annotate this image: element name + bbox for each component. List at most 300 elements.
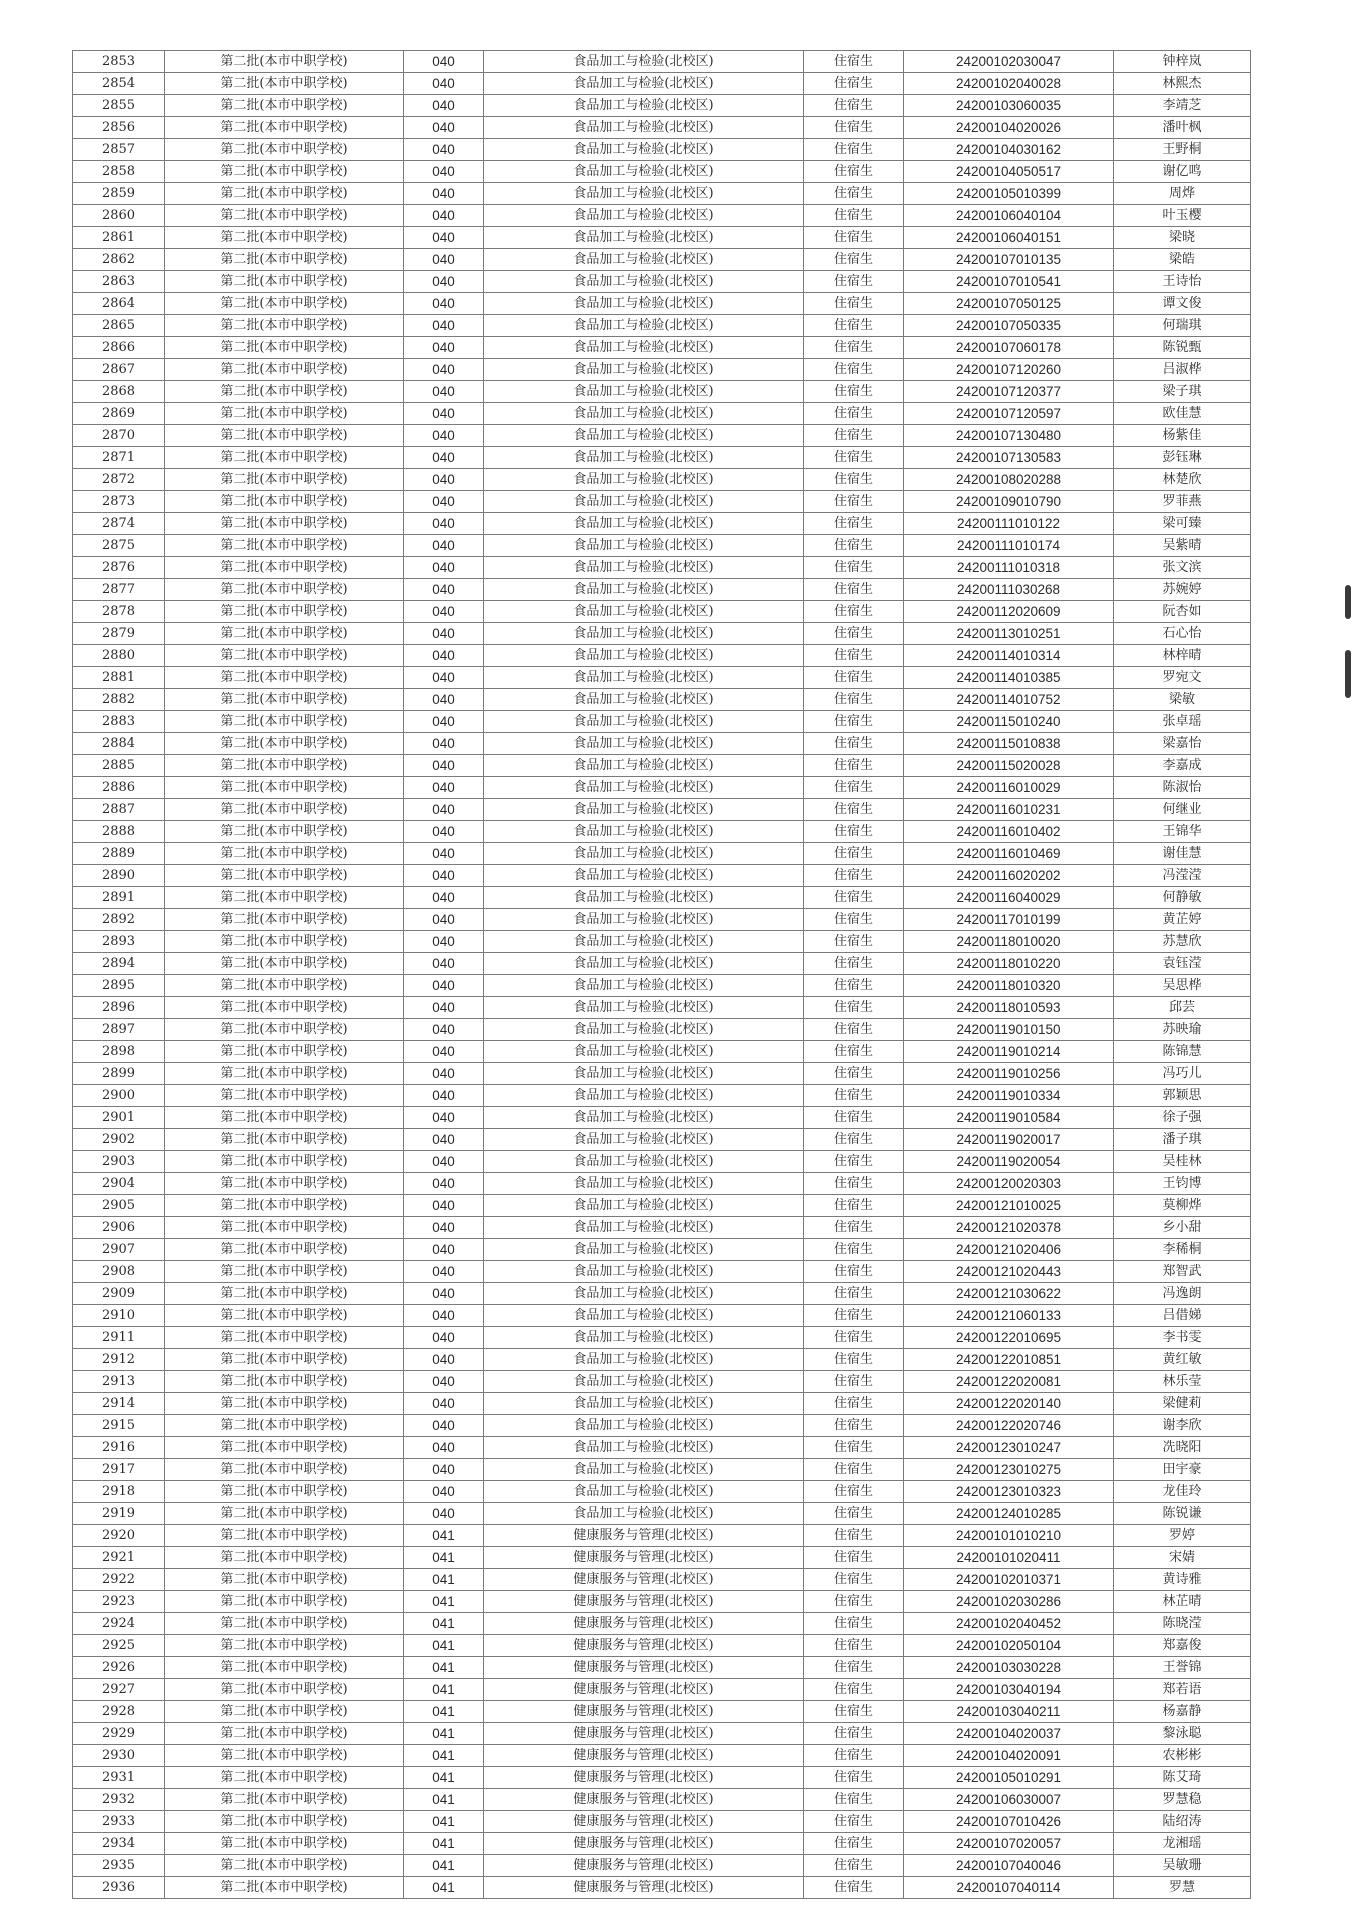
- row-major-name: 食品加工与检验(北校区): [484, 1217, 804, 1239]
- row-category: 住宿生: [804, 183, 904, 205]
- row-major-name: 食品加工与检验(北校区): [484, 315, 804, 337]
- table-row: [73, 205, 1251, 227]
- row-candidate-id: 24200107010135: [904, 249, 1114, 271]
- row-candidate-id: 24200107130480: [904, 425, 1114, 447]
- row-major-name: 食品加工与检验(北校区): [484, 1503, 804, 1525]
- row-major-name: 健康服务与管理(北校区): [484, 1591, 804, 1613]
- row-candidate-id: 24200107040114: [904, 1877, 1114, 1899]
- row-seq: 2855: [73, 95, 165, 117]
- row-batch: 第二批(本市中职学校): [165, 689, 404, 711]
- row-category: 住宿生: [804, 1591, 904, 1613]
- row-category: 住宿生: [804, 73, 904, 95]
- row-student-name: 潘子琪: [1114, 1129, 1251, 1151]
- row-major-name: 食品加工与检验(北校区): [484, 645, 804, 667]
- table-row: [73, 51, 1251, 73]
- row-major-name: 食品加工与检验(北校区): [484, 777, 804, 799]
- table-row: [73, 1723, 1251, 1745]
- row-candidate-id: 24200114010314: [904, 645, 1114, 667]
- row-seq: 2871: [73, 447, 165, 469]
- row-major-code: 040: [404, 139, 484, 161]
- row-category: 住宿生: [804, 1481, 904, 1503]
- row-candidate-id: 24200107010426: [904, 1811, 1114, 1833]
- row-candidate-id: 24200103040194: [904, 1679, 1114, 1701]
- table-row: [73, 315, 1251, 337]
- row-seq: 2872: [73, 469, 165, 491]
- row-seq: 2923: [73, 1591, 165, 1613]
- row-student-name: 潘叶枫: [1114, 117, 1251, 139]
- row-candidate-id: 24200103030228: [904, 1657, 1114, 1679]
- row-major-name: 食品加工与检验(北校区): [484, 557, 804, 579]
- row-batch: 第二批(本市中职学校): [165, 1723, 404, 1745]
- row-candidate-id: 24200122020081: [904, 1371, 1114, 1393]
- table-row: [73, 887, 1251, 909]
- row-candidate-id: 24200102040028: [904, 73, 1114, 95]
- row-student-name: 邱芸: [1114, 997, 1251, 1019]
- row-major-name: 食品加工与检验(北校区): [484, 1305, 804, 1327]
- row-major-name: 健康服务与管理(北校区): [484, 1767, 804, 1789]
- row-major-code: 040: [404, 447, 484, 469]
- row-major-name: 食品加工与检验(北校区): [484, 1151, 804, 1173]
- row-major-code: 040: [404, 953, 484, 975]
- row-candidate-id: 24200101010210: [904, 1525, 1114, 1547]
- table-row: [73, 161, 1251, 183]
- row-seq: 2877: [73, 579, 165, 601]
- row-batch: 第二批(本市中职学校): [165, 315, 404, 337]
- row-candidate-id: 24200112020609: [904, 601, 1114, 623]
- row-category: 住宿生: [804, 1613, 904, 1635]
- row-batch: 第二批(本市中职学校): [165, 975, 404, 997]
- row-major-code: 041: [404, 1635, 484, 1657]
- row-batch: 第二批(本市中职学校): [165, 755, 404, 777]
- row-major-code: 040: [404, 1349, 484, 1371]
- row-candidate-id: 24200102050104: [904, 1635, 1114, 1657]
- row-major-code: 040: [404, 1415, 484, 1437]
- row-student-name: 叶玉樱: [1114, 205, 1251, 227]
- row-major-name: 食品加工与检验(北校区): [484, 689, 804, 711]
- admission-table: [72, 50, 1251, 1899]
- table-row: [73, 1635, 1251, 1657]
- row-candidate-id: 24200116010029: [904, 777, 1114, 799]
- row-major-code: 040: [404, 1481, 484, 1503]
- row-category: 住宿生: [804, 1723, 904, 1745]
- table-row: [73, 139, 1251, 161]
- row-major-code: 041: [404, 1767, 484, 1789]
- row-batch: 第二批(本市中职学校): [165, 953, 404, 975]
- row-major-code: 040: [404, 975, 484, 997]
- row-category: 住宿生: [804, 425, 904, 447]
- row-candidate-id: 24200107020057: [904, 1833, 1114, 1855]
- row-category: 住宿生: [804, 667, 904, 689]
- table-row: [73, 249, 1251, 271]
- row-seq: 2911: [73, 1327, 165, 1349]
- row-batch: 第二批(本市中职学校): [165, 579, 404, 601]
- row-candidate-id: 24200113010251: [904, 623, 1114, 645]
- table-row: [73, 1613, 1251, 1635]
- row-seq: 2874: [73, 513, 165, 535]
- row-major-name: 食品加工与检验(北校区): [484, 997, 804, 1019]
- row-major-code: 040: [404, 755, 484, 777]
- table-row: [73, 1283, 1251, 1305]
- row-category: 住宿生: [804, 205, 904, 227]
- row-candidate-id: 24200107050125: [904, 293, 1114, 315]
- row-major-code: 040: [404, 359, 484, 381]
- row-batch: 第二批(本市中职学校): [165, 1525, 404, 1547]
- row-seq: 2899: [73, 1063, 165, 1085]
- row-major-name: 食品加工与检验(北校区): [484, 755, 804, 777]
- row-candidate-id: 24200107130583: [904, 447, 1114, 469]
- row-major-code: 041: [404, 1569, 484, 1591]
- row-student-name: 梁可臻: [1114, 513, 1251, 535]
- table-row: [73, 403, 1251, 425]
- row-candidate-id: 24200107120597: [904, 403, 1114, 425]
- row-student-name: 郭颖思: [1114, 1085, 1251, 1107]
- row-major-code: 041: [404, 1525, 484, 1547]
- row-candidate-id: 24200122010851: [904, 1349, 1114, 1371]
- row-major-name: 食品加工与检验(北校区): [484, 623, 804, 645]
- row-candidate-id: 24200121010025: [904, 1195, 1114, 1217]
- row-major-name: 食品加工与检验(北校区): [484, 51, 804, 73]
- row-category: 住宿生: [804, 755, 904, 777]
- row-batch: 第二批(本市中职学校): [165, 1569, 404, 1591]
- row-batch: 第二批(本市中职学校): [165, 1019, 404, 1041]
- row-candidate-id: 24200104020037: [904, 1723, 1114, 1745]
- row-major-name: 食品加工与检验(北校区): [484, 931, 804, 953]
- row-batch: 第二批(本市中职学校): [165, 557, 404, 579]
- row-major-code: 040: [404, 1107, 484, 1129]
- table-row: [73, 1591, 1251, 1613]
- row-major-code: 040: [404, 513, 484, 535]
- row-student-name: 谢亿鸣: [1114, 161, 1251, 183]
- row-major-code: 040: [404, 183, 484, 205]
- row-student-name: 李书雯: [1114, 1327, 1251, 1349]
- table-row: [73, 1811, 1251, 1833]
- row-major-code: 041: [404, 1613, 484, 1635]
- row-major-name: 食品加工与检验(北校区): [484, 579, 804, 601]
- row-seq: 2929: [73, 1723, 165, 1745]
- table-row: [73, 997, 1251, 1019]
- row-candidate-id: 24200119010256: [904, 1063, 1114, 1085]
- row-major-name: 食品加工与检验(北校区): [484, 601, 804, 623]
- row-seq: 2913: [73, 1371, 165, 1393]
- row-seq: 2926: [73, 1657, 165, 1679]
- row-category: 住宿生: [804, 1107, 904, 1129]
- row-category: 住宿生: [804, 1811, 904, 1833]
- table-row: [73, 1371, 1251, 1393]
- row-student-name: 冯逸朗: [1114, 1283, 1251, 1305]
- table-row: [73, 1195, 1251, 1217]
- row-major-name: 健康服务与管理(北校区): [484, 1547, 804, 1569]
- row-major-name: 食品加工与检验(北校区): [484, 1349, 804, 1371]
- table-row: [73, 975, 1251, 997]
- row-student-name: 林楚欣: [1114, 469, 1251, 491]
- row-student-name: 郑若语: [1114, 1679, 1251, 1701]
- table-row: [73, 1525, 1251, 1547]
- row-category: 住宿生: [804, 95, 904, 117]
- row-seq: 2885: [73, 755, 165, 777]
- row-student-name: 苏慧欣: [1114, 931, 1251, 953]
- row-candidate-id: 24200123010247: [904, 1437, 1114, 1459]
- row-seq: 2862: [73, 249, 165, 271]
- row-major-name: 食品加工与检验(北校区): [484, 249, 804, 271]
- row-major-name: 食品加工与检验(北校区): [484, 1327, 804, 1349]
- row-category: 住宿生: [804, 975, 904, 997]
- table-row: [73, 821, 1251, 843]
- row-student-name: 乡小甜: [1114, 1217, 1251, 1239]
- row-student-name: 王野桐: [1114, 139, 1251, 161]
- row-seq: 2890: [73, 865, 165, 887]
- row-seq: 2895: [73, 975, 165, 997]
- row-candidate-id: 24200119010584: [904, 1107, 1114, 1129]
- row-category: 住宿生: [804, 51, 904, 73]
- row-candidate-id: 24200115010838: [904, 733, 1114, 755]
- row-student-name: 龙湘瑶: [1114, 1833, 1251, 1855]
- row-category: 住宿生: [804, 865, 904, 887]
- row-category: 住宿生: [804, 1855, 904, 1877]
- row-category: 住宿生: [804, 843, 904, 865]
- row-seq: 2915: [73, 1415, 165, 1437]
- row-batch: 第二批(本市中职学校): [165, 1195, 404, 1217]
- row-batch: 第二批(本市中职学校): [165, 293, 404, 315]
- table-row: [73, 799, 1251, 821]
- row-major-code: 040: [404, 381, 484, 403]
- row-major-code: 040: [404, 51, 484, 73]
- row-candidate-id: 24200106040104: [904, 205, 1114, 227]
- row-seq: 2918: [73, 1481, 165, 1503]
- row-seq: 2935: [73, 1855, 165, 1877]
- row-student-name: 梁嘉怡: [1114, 733, 1251, 755]
- row-seq: 2853: [73, 51, 165, 73]
- table-row: [73, 1701, 1251, 1723]
- table-row: [73, 1305, 1251, 1327]
- row-major-code: 040: [404, 469, 484, 491]
- row-major-code: 040: [404, 1085, 484, 1107]
- table-row: [73, 953, 1251, 975]
- row-major-name: 食品加工与检验(北校区): [484, 1393, 804, 1415]
- row-student-name: 梁皓: [1114, 249, 1251, 271]
- row-candidate-id: 24200104020026: [904, 117, 1114, 139]
- row-student-name: 陆绍涛: [1114, 1811, 1251, 1833]
- row-major-code: 040: [404, 337, 484, 359]
- row-batch: 第二批(本市中职学校): [165, 1635, 404, 1657]
- row-major-name: 健康服务与管理(北校区): [484, 1657, 804, 1679]
- row-student-name: 林梓晴: [1114, 645, 1251, 667]
- row-category: 住宿生: [804, 997, 904, 1019]
- row-candidate-id: 24200116020202: [904, 865, 1114, 887]
- row-major-name: 健康服务与管理(北校区): [484, 1745, 804, 1767]
- row-category: 住宿生: [804, 1459, 904, 1481]
- row-candidate-id: 24200118010593: [904, 997, 1114, 1019]
- row-major-code: 040: [404, 1371, 484, 1393]
- row-major-code: 040: [404, 887, 484, 909]
- table-row: [73, 337, 1251, 359]
- row-student-name: 李靖芝: [1114, 95, 1251, 117]
- row-candidate-id: 24200119010334: [904, 1085, 1114, 1107]
- row-batch: 第二批(本市中职学校): [165, 1063, 404, 1085]
- table-row: [73, 1327, 1251, 1349]
- row-category: 住宿生: [804, 1635, 904, 1657]
- table-row: [73, 447, 1251, 469]
- row-batch: 第二批(本市中职学校): [165, 381, 404, 403]
- row-major-name: 食品加工与检验(北校区): [484, 337, 804, 359]
- row-candidate-id: 24200124010285: [904, 1503, 1114, 1525]
- row-candidate-id: 24200122020746: [904, 1415, 1114, 1437]
- row-seq: 2903: [73, 1151, 165, 1173]
- table-row: [73, 645, 1251, 667]
- row-seq: 2912: [73, 1349, 165, 1371]
- row-student-name: 陈淑怡: [1114, 777, 1251, 799]
- row-batch: 第二批(本市中职学校): [165, 535, 404, 557]
- table-row: [73, 1107, 1251, 1129]
- row-seq: 2864: [73, 293, 165, 315]
- row-batch: 第二批(本市中职学校): [165, 1217, 404, 1239]
- table-row: [73, 293, 1251, 315]
- scan-edge-mark: [1345, 650, 1351, 698]
- row-student-name: 欧佳慧: [1114, 403, 1251, 425]
- row-batch: 第二批(本市中职学校): [165, 1679, 404, 1701]
- row-candidate-id: 24200116010231: [904, 799, 1114, 821]
- row-major-name: 食品加工与检验(北校区): [484, 667, 804, 689]
- row-major-name: 食品加工与检验(北校区): [484, 865, 804, 887]
- row-major-code: 041: [404, 1701, 484, 1723]
- row-category: 住宿生: [804, 1195, 904, 1217]
- row-major-code: 040: [404, 1217, 484, 1239]
- row-student-name: 吕淑桦: [1114, 359, 1251, 381]
- row-batch: 第二批(本市中职学校): [165, 777, 404, 799]
- row-batch: 第二批(本市中职学校): [165, 513, 404, 535]
- row-seq: 2884: [73, 733, 165, 755]
- row-major-code: 040: [404, 1305, 484, 1327]
- row-category: 住宿生: [804, 1239, 904, 1261]
- row-batch: 第二批(本市中职学校): [165, 447, 404, 469]
- table-row: [73, 183, 1251, 205]
- row-student-name: 阮杏如: [1114, 601, 1251, 623]
- row-seq: 2914: [73, 1393, 165, 1415]
- row-major-code: 040: [404, 557, 484, 579]
- row-seq: 2886: [73, 777, 165, 799]
- row-batch: 第二批(本市中职学校): [165, 1811, 404, 1833]
- row-batch: 第二批(本市中职学校): [165, 1657, 404, 1679]
- table-row: [73, 1041, 1251, 1063]
- row-major-name: 健康服务与管理(北校区): [484, 1701, 804, 1723]
- row-candidate-id: 24200121020378: [904, 1217, 1114, 1239]
- table-row: [73, 557, 1251, 579]
- row-major-name: 食品加工与检验(北校区): [484, 1085, 804, 1107]
- row-seq: 2898: [73, 1041, 165, 1063]
- row-batch: 第二批(本市中职学校): [165, 95, 404, 117]
- row-batch: 第二批(本市中职学校): [165, 1085, 404, 1107]
- row-student-name: 田宇豪: [1114, 1459, 1251, 1481]
- row-seq: 2879: [73, 623, 165, 645]
- row-seq: 2857: [73, 139, 165, 161]
- row-batch: 第二批(本市中职学校): [165, 1767, 404, 1789]
- row-batch: 第二批(本市中职学校): [165, 623, 404, 645]
- row-seq: 2907: [73, 1239, 165, 1261]
- row-category: 住宿生: [804, 315, 904, 337]
- row-candidate-id: 24200107040046: [904, 1855, 1114, 1877]
- row-major-code: 040: [404, 73, 484, 95]
- row-candidate-id: 24200115010240: [904, 711, 1114, 733]
- table-row: [73, 491, 1251, 513]
- table-row: [73, 1481, 1251, 1503]
- row-category: 住宿生: [804, 1349, 904, 1371]
- row-seq: 2868: [73, 381, 165, 403]
- row-seq: 2928: [73, 1701, 165, 1723]
- row-student-name: 莫柳烨: [1114, 1195, 1251, 1217]
- table-row: [73, 1151, 1251, 1173]
- row-seq: 2865: [73, 315, 165, 337]
- row-student-name: 林芷晴: [1114, 1591, 1251, 1613]
- row-student-name: 冯滢滢: [1114, 865, 1251, 887]
- row-batch: 第二批(本市中职学校): [165, 711, 404, 733]
- row-student-name: 徐子强: [1114, 1107, 1251, 1129]
- row-major-name: 食品加工与检验(北校区): [484, 293, 804, 315]
- row-student-name: 谭文俊: [1114, 293, 1251, 315]
- row-major-code: 040: [404, 843, 484, 865]
- row-category: 住宿生: [804, 1129, 904, 1151]
- row-student-name: 苏映瑜: [1114, 1019, 1251, 1041]
- row-batch: 第二批(本市中职学校): [165, 931, 404, 953]
- row-batch: 第二批(本市中职学校): [165, 1503, 404, 1525]
- table-row: [73, 623, 1251, 645]
- row-major-code: 040: [404, 1393, 484, 1415]
- row-student-name: 谢李欣: [1114, 1415, 1251, 1437]
- table-row: [73, 1063, 1251, 1085]
- table-row: [73, 1745, 1251, 1767]
- row-seq: 2894: [73, 953, 165, 975]
- row-category: 住宿生: [804, 623, 904, 645]
- row-candidate-id: 24200107060178: [904, 337, 1114, 359]
- row-major-code: 040: [404, 865, 484, 887]
- row-candidate-id: 24200118010020: [904, 931, 1114, 953]
- row-batch: 第二批(本市中职学校): [165, 1173, 404, 1195]
- row-batch: 第二批(本市中职学校): [165, 1151, 404, 1173]
- row-category: 住宿生: [804, 1019, 904, 1041]
- row-candidate-id: 24200107010541: [904, 271, 1114, 293]
- row-major-code: 040: [404, 909, 484, 931]
- row-batch: 第二批(本市中职学校): [165, 1349, 404, 1371]
- row-seq: 2873: [73, 491, 165, 513]
- row-major-name: 食品加工与检验(北校区): [484, 161, 804, 183]
- row-category: 住宿生: [804, 1393, 904, 1415]
- table-row: [73, 1415, 1251, 1437]
- row-major-code: 040: [404, 1283, 484, 1305]
- row-candidate-id: 24200120020303: [904, 1173, 1114, 1195]
- row-category: 住宿生: [804, 535, 904, 557]
- row-category: 住宿生: [804, 513, 904, 535]
- row-category: 住宿生: [804, 579, 904, 601]
- row-batch: 第二批(本市中职学校): [165, 1239, 404, 1261]
- row-seq: 2854: [73, 73, 165, 95]
- row-major-name: 食品加工与检验(北校区): [484, 1019, 804, 1041]
- row-major-name: 健康服务与管理(北校区): [484, 1569, 804, 1591]
- row-student-name: 龙佳玲: [1114, 1481, 1251, 1503]
- row-student-name: 王锦华: [1114, 821, 1251, 843]
- row-candidate-id: 24200123010275: [904, 1459, 1114, 1481]
- row-student-name: 陈艾琦: [1114, 1767, 1251, 1789]
- row-seq: 2917: [73, 1459, 165, 1481]
- row-major-name: 食品加工与检验(北校区): [484, 95, 804, 117]
- row-batch: 第二批(本市中职学校): [165, 733, 404, 755]
- row-batch: 第二批(本市中职学校): [165, 227, 404, 249]
- row-candidate-id: 24200109010790: [904, 491, 1114, 513]
- row-seq: 2878: [73, 601, 165, 623]
- table-row: [73, 381, 1251, 403]
- row-major-name: 健康服务与管理(北校区): [484, 1635, 804, 1657]
- row-candidate-id: 24200115020028: [904, 755, 1114, 777]
- table-row: [73, 73, 1251, 95]
- row-major-name: 食品加工与检验(北校区): [484, 535, 804, 557]
- row-candidate-id: 24200116010402: [904, 821, 1114, 843]
